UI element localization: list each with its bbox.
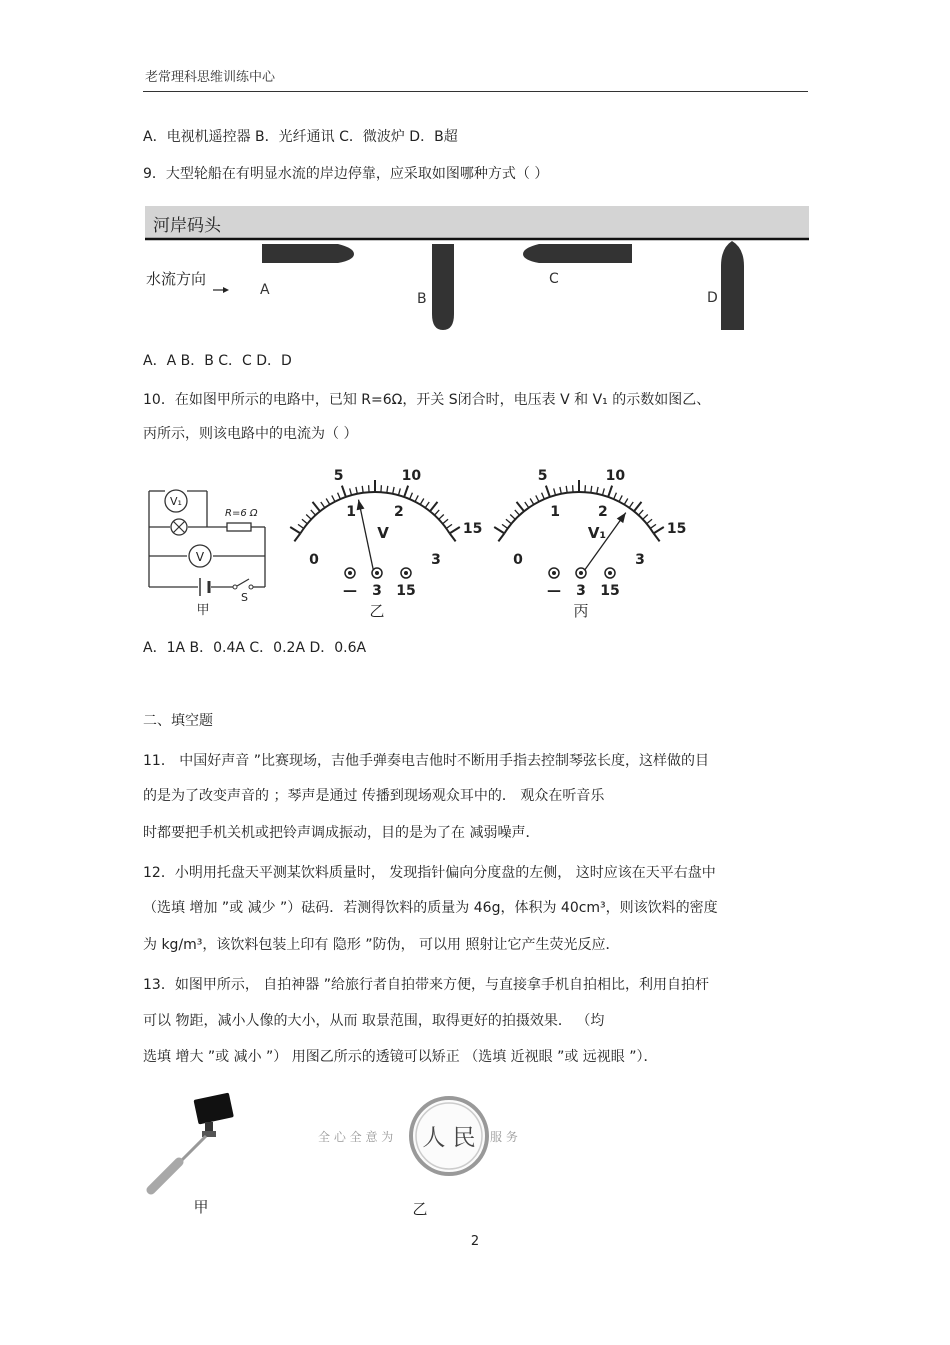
meter-b-label-15: 15 — [462, 520, 483, 537]
meter-c-tick — [619, 495, 622, 501]
meter-c-tick — [650, 524, 656, 528]
meter-c-label-inner: 3 — [635, 551, 645, 568]
meter-c-tick — [566, 486, 567, 493]
meter-c-name: V₁ — [587, 524, 607, 542]
header-rule — [143, 91, 808, 92]
resistor-symbol — [227, 523, 251, 531]
meter-b-tick — [439, 514, 444, 519]
meter-c-tick — [502, 524, 508, 528]
meter-c-tick — [560, 487, 561, 494]
meter-c-tick — [494, 527, 504, 533]
lens-figure — [310, 1090, 518, 1220]
q12-line2: （选填 增加 ”或 减少 ”）砝码．若测得饮料的质量为 46g，体积为 40cm³，则该饮料的密度 — [143, 900, 718, 916]
meter-b-tick — [290, 527, 300, 533]
meter-c-tick — [525, 502, 529, 508]
ship-a — [262, 244, 354, 263]
meter-b-tick — [387, 486, 388, 493]
meter-c-tick — [597, 487, 598, 494]
meter-c-tick — [629, 502, 633, 508]
circuit-caption: 甲 — [196, 603, 210, 618]
lens-text: 人 民 — [422, 1125, 476, 1151]
meter-c-tick — [614, 493, 617, 499]
phone-symbol — [193, 1093, 233, 1125]
q10-voltmeter-b — [280, 462, 483, 622]
meter-c-tick — [542, 493, 545, 499]
ship-d-label: D — [707, 290, 718, 306]
meter-b-terminal-label: 3 — [372, 583, 382, 599]
meter-c-tick — [515, 510, 520, 515]
q11-line3: 时都要把手机关机或把铃声调成振动，目的是为了在 减弱噪声． — [143, 825, 540, 841]
selfie-stick-figure — [143, 1090, 253, 1220]
meter-c-terminal-label: 15 — [600, 583, 620, 599]
q8-options: A．电视机遥控器 B．光纤通讯 C．微波炉 D．B超 — [143, 129, 458, 145]
meter-c-label-outer: 5 — [537, 468, 548, 485]
meter-b-tick — [321, 502, 325, 508]
ship-c-label: C — [549, 271, 559, 287]
voltmeter-v1-label: V₁ — [170, 495, 182, 508]
meter-b-tick — [356, 487, 357, 494]
q10-circuit-figure — [143, 484, 273, 619]
stick-shaft — [179, 1136, 206, 1163]
meter-b-tick — [306, 514, 311, 519]
meter-b-label-inner: 0 — [309, 551, 319, 568]
meter-c-tick — [638, 510, 643, 515]
meter-b-name: V — [377, 524, 389, 542]
meter-b-label-outer: 10 — [401, 468, 422, 485]
meter-b-arc — [300, 492, 449, 533]
q9-options: A．A B．B C．C D．D — [143, 353, 292, 369]
meter-b-needle-head — [357, 500, 365, 511]
meter-b-label-inner: 2 — [393, 504, 404, 521]
meter-b-label-outer: 5 — [333, 468, 344, 485]
meter-b-tick — [338, 493, 341, 499]
dock-label: 河岸码头 — [153, 216, 221, 236]
q12-line1: 12．小明用托盘天平测某饮料质量时， 发现指针偏向分度盘的左侧， 这时应该在天平右盘中 — [143, 865, 716, 881]
meter-c-tick — [602, 488, 604, 495]
meter-b-tick — [311, 510, 316, 515]
meter-c-tick — [506, 519, 511, 523]
meter-b-tick — [446, 524, 452, 528]
meter-b-tick — [443, 519, 448, 523]
q12-line3: 为 kg/m³，该饮料包装上印有 隐形 ”防伪， 可以用 照射让它产生荧光反应． — [143, 937, 620, 953]
switch-label: S — [241, 591, 248, 604]
meter-c-needle-head — [617, 513, 626, 523]
voltmeter-v-label: V — [195, 550, 205, 564]
meter-b-tick — [415, 495, 418, 501]
q11-line1: 11． 中国好声音 ”比赛现场，吉他手弹奏电吉他时不断用手指去控制琴弦长度，这样做的目 — [143, 753, 709, 769]
ship-b — [432, 244, 454, 330]
meter-b-tick — [398, 488, 400, 495]
meter-b-tick — [450, 527, 460, 533]
meter-c-tick — [634, 502, 641, 511]
meter-b-terminal-label: 15 — [396, 583, 416, 599]
meter-b-caption: 乙 — [369, 602, 385, 620]
flow-label: 水流方向 — [146, 270, 207, 288]
meter-c-tick — [510, 514, 515, 519]
meter-b-label-inner: 3 — [431, 551, 441, 568]
meter-b-tick — [430, 502, 437, 511]
meter-b-tick — [298, 524, 304, 528]
fig-a-caption: 甲 — [193, 1198, 209, 1216]
meter-b-tick — [425, 502, 429, 508]
flow-arrow-head — [223, 287, 229, 293]
meter-b-tick — [302, 519, 307, 523]
meter-c-tick — [624, 499, 628, 505]
meter-b-tick — [326, 499, 330, 505]
resistor-label: R=6 Ω — [225, 508, 258, 519]
meter-b-tick — [350, 488, 352, 495]
meter-c-tick — [647, 519, 652, 523]
q9-dock-figure — [143, 204, 813, 334]
meter-c-terminal-label: — — [547, 583, 561, 599]
q10-voltmeter-c — [484, 462, 687, 622]
meter-c-label-inner: 2 — [597, 504, 608, 521]
meter-c-arc — [504, 492, 653, 533]
ship-a-label: A — [260, 282, 270, 298]
meter-c-caption: 丙 — [573, 602, 589, 620]
meter-c-terminal-label: 3 — [576, 583, 586, 599]
meter-c-tick — [591, 486, 592, 493]
meter-b-tick — [434, 510, 439, 515]
meter-b-needle — [359, 500, 375, 578]
meter-c-tick — [554, 488, 556, 495]
page-number: 2 — [470, 1234, 480, 1249]
meter-b-tick — [362, 486, 363, 493]
meter-c-needle — [579, 513, 626, 578]
q13-line3: 选填 增大 ”或 减小 ”） 用图乙所示的透镜可以矫正 （选填 近视眼 ”或 远视眼 ”）． — [143, 1049, 658, 1065]
meter-c-tick — [536, 495, 539, 501]
meter-c-label-inner: 1 — [550, 504, 561, 521]
ship-d — [721, 241, 744, 330]
q10-options: A．1A B．0.4A C．0.2A D．0.6A — [143, 640, 367, 656]
q9-stem: 9．大型轮船在有明显水流的岸边停靠，应采取如图哪种方式（ ） — [143, 166, 549, 182]
meter-c-tick — [517, 502, 524, 511]
meter-c-tick — [608, 486, 612, 497]
q13-line1: 13．如图甲所示， 自拍神器 ”给旅行者自拍带来方便，与直接拿手机自拍相比，利用自拍杆 — [143, 977, 709, 993]
meter-b-tick — [410, 493, 413, 499]
meter-c-tick — [530, 499, 534, 505]
banner-text: 全 心 全 意 为 — [318, 1130, 394, 1144]
meter-c-label-outer: 10 — [605, 468, 626, 485]
q13-line2: 可以 物距，减小人像的大小，从而 取景范围，取得更好的拍摄效果． （均 — [143, 1013, 605, 1029]
meter-b-tick — [313, 502, 320, 511]
meter-b-label-inner: 1 — [346, 504, 357, 521]
page-header-title: 老常理科思维训练中心 — [145, 70, 276, 85]
meter-c-tick — [654, 527, 664, 533]
section-fill-in-title: 二、填空题 — [143, 713, 213, 729]
meter-b-tick — [332, 495, 335, 501]
meter-c-label-15: 15 — [666, 520, 687, 537]
ship-b-label: B — [417, 291, 427, 307]
ship-c — [523, 244, 632, 263]
q10-stem-line1: 10．在如图甲所示的电路中，已知 R=6Ω，开关 S闭合时，电压表 V 和 V₁ 的示数如图乙、 — [143, 392, 711, 408]
q11-line2: 的是为了改变声音的 ；琴声是通过 传播到现场观众耳中的． 观众在听音乐 — [143, 788, 605, 804]
fig-b-caption: 乙 — [412, 1200, 428, 1218]
meter-b-tick — [404, 486, 408, 497]
meter-c-label-inner: 0 — [513, 551, 523, 568]
meter-b-tick — [420, 499, 424, 505]
meter-b-tick — [342, 486, 346, 497]
meter-c-tick — [643, 514, 648, 519]
dock-bank — [145, 206, 809, 239]
meter-c-tick — [546, 486, 550, 497]
meter-b-terminal-label: — — [343, 583, 357, 599]
q10-stem-line2: 丙所示，则该电路中的电流为（ ） — [143, 426, 358, 442]
meter-b-tick — [393, 487, 394, 494]
banner-tail: 服 务 — [490, 1130, 518, 1144]
